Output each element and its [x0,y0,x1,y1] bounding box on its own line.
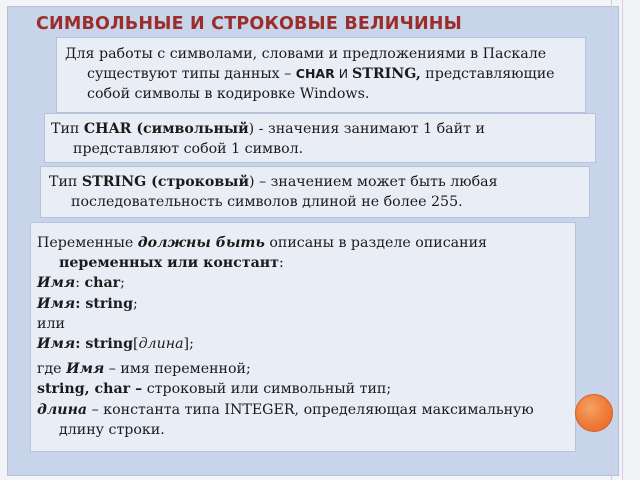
char-type-box [44,113,596,163]
intro-box [56,37,586,113]
var-name-placeholder: Имя [66,361,105,378]
bracket-open: [ [133,336,139,353]
semicolon: ; [120,275,125,292]
length-placeholder: длина [138,336,184,353]
string-type-paragraph [49,172,581,212]
where-description: – имя переменной; [104,361,251,378]
var-name-placeholder: Имя [37,295,76,312]
char-declaration-line [37,273,567,293]
type-prefix: Тип [49,174,82,190]
intro-text: Для работы с символами, словами и предложениями в Паскале существуют типы данных – [65,46,547,82]
string-type-keyword: STRING ( [81,174,158,190]
decl-colon: : [278,255,284,272]
char-type-description: - значения занимают 1 байт и представляют собой 1 символ. [73,121,485,157]
length-line [37,400,567,440]
or-word: или [37,315,65,332]
char-type-keyword: CHAR ( [83,121,144,137]
types-description: строковый или символьный тип; [142,381,392,398]
declaration-box [30,222,576,452]
colon: : [75,275,85,292]
string-keyword: STRING, [352,66,421,82]
types-line [37,379,567,399]
or-line [37,314,567,334]
paren-close: ) [248,121,255,137]
decl-text: Переменные [37,235,138,251]
string-type-name: строковый [157,174,249,190]
string-type: : string [75,295,134,312]
where-line [37,359,567,379]
length-placeholder: длина [37,401,88,418]
string-type-description: – значением может быть любая последовательность символов длиной не более 255. [71,174,498,210]
var-name-placeholder: Имя [37,336,76,353]
decl-text: описаны в разделе описания [264,235,487,251]
and-word: И [334,66,353,81]
where-word: где [37,361,67,378]
decl-emphasis: должны быть [137,235,265,251]
length-description: – константа типа INTEGER, определяющая максимальную длину строки. [59,401,534,438]
slide-title: СИМВОЛЬНЫЕ И СТРОКОВЫЕ ВЕЛИЧИНЫ [36,14,462,34]
char-keyword: CHAR [295,66,335,81]
char-type-paragraph [51,119,587,159]
string-declaration-line [37,294,567,314]
decorative-line [622,0,623,480]
orange-circle-decoration [575,394,613,432]
char-type-name: символьный [143,121,249,137]
intro-text-end: представляющие собой символы в кодировке Windows. [87,66,555,102]
bracket-close: ]; [183,336,194,353]
string-type-box [40,166,590,218]
type-prefix: Тип [51,121,84,137]
intro-paragraph [65,44,577,104]
decl-section-name: переменных или констант [59,255,279,272]
semicolon: ; [133,295,138,312]
paren-close: ) [248,174,255,190]
length-declaration-line [37,334,567,354]
var-name-placeholder: Имя [37,275,76,292]
types-keywords: string, char – [37,381,143,398]
char-type: char [84,275,121,292]
declaration-intro [37,233,567,273]
string-type: : string [75,336,134,353]
